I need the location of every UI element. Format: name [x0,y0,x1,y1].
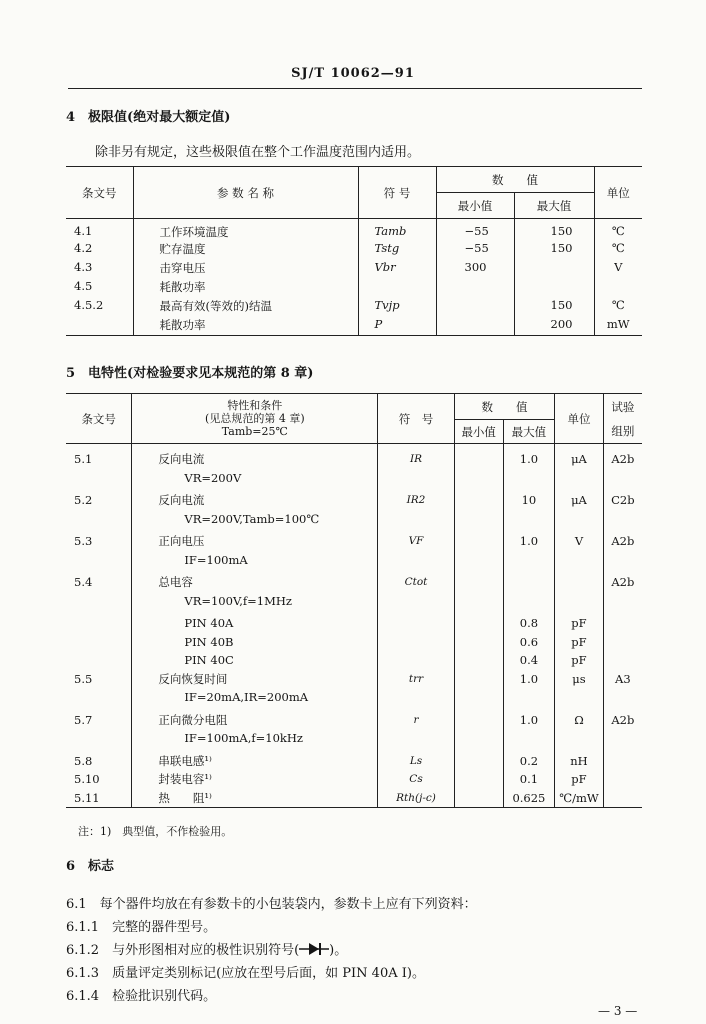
row-min [454,444,503,492]
row-min [436,317,514,336]
th5-min: 最小值 [454,420,503,444]
row-clause: 5.4 [66,573,132,614]
row-clause: 5.5 [66,670,132,711]
row-conditions [132,532,378,573]
row-conditions [132,670,378,711]
row-group: A2b [611,712,635,727]
row-clause: 4.3 [66,260,133,279]
row-group [603,752,642,771]
row-unit: Ω [555,711,603,752]
row-min [454,711,503,752]
row-param: 最高有效(等效的)结温 [133,298,358,317]
row-group [603,633,642,652]
page-header: SJ/T 10062—91 [291,66,415,81]
row-characteristic: 总电容 [158,575,193,589]
electrical-row [66,614,642,633]
row-group [603,789,642,808]
th-unit: 单位 [594,167,642,219]
row-characteristic: 正向微分电阻 [158,712,228,727]
row-symbol: IR2 [378,491,455,532]
row-clause: 5.10 [66,770,132,789]
diode-polarity-icon [299,942,329,956]
row-characteristic: 反向恢复时间 [158,671,228,686]
row-symbol [378,633,455,652]
row-min [454,491,503,532]
row-min [454,789,503,808]
electrical-row [66,651,642,670]
row-symbol: Tstg [358,241,436,260]
th5-cond-line2: (见总规范的第 4 章) [205,412,305,425]
row-min [436,298,514,317]
row-max: 1.0 [503,532,555,573]
row-group: C2b [611,493,635,507]
row-unit: ℃ [611,297,625,312]
limits-table [66,166,642,336]
row-condition: IF=100mA [184,552,248,567]
row-conditions [132,614,378,633]
limits-row [66,317,642,336]
row-clause: 5.3 [66,532,132,573]
row-clause: 5.8 [66,752,132,771]
row-conditions [132,491,378,532]
row-unit [555,573,603,614]
row-min: −55 [436,219,514,241]
row-characteristic: 封装电容¹⁾ [158,772,212,786]
row-param: 耗散功率 [133,279,358,298]
row-condition: VR=100V,f=1MHz [184,593,292,608]
th5-symbol: 符 号 [378,394,455,444]
row-group: A2b [611,452,635,466]
row-characteristic: 热 阻¹⁾ [158,790,212,805]
row-group [603,651,642,670]
row-symbol: VF [378,532,455,573]
row-max: 200 [514,317,594,336]
th-clause: 条文号 [66,167,133,219]
row-group: A2b [611,534,635,548]
row-group: A2b [611,575,635,589]
row-conditions [132,711,378,752]
page-number: — 3 — [598,1004,638,1018]
row-unit: μs [555,670,603,711]
row-clause [66,614,132,633]
row-characteristic: PIN 40B [184,634,234,649]
row-clause: 5.7 [66,711,132,752]
limits-row [66,260,642,279]
row-conditions [132,573,378,614]
section4-intro: 除非另有规定，这些极限值在整个工作温度范围内适用。 [95,145,421,160]
limits-row [66,241,642,260]
row-unit: mW [594,317,642,336]
electrical-row [66,789,642,808]
row-unit: ℃ [611,224,625,238]
row-conditions [132,752,378,771]
row-condition: IF=20mA,IR=200mA [184,690,309,704]
row-clause [66,633,132,652]
row-unit: μA [555,491,603,532]
row-condition: VR=200V [184,470,242,485]
row-unit: pF [555,651,603,670]
row-characteristic: 反向电流 [158,493,205,507]
row-conditions [132,633,378,652]
limits-row [66,298,642,317]
row-min [454,633,503,652]
th5-group-line1: 试验 [611,399,635,414]
row-unit: pF [555,770,603,789]
th5-value: 数 值 [454,394,554,420]
electrical-table [66,393,642,808]
row-max [514,279,594,298]
section6-title: 6 标志 [66,859,115,874]
row-min [454,532,503,573]
row-clause [66,651,132,670]
electrical-row [66,770,642,789]
row-unit: ℃ [611,240,625,255]
row-characteristic: PIN 40A [184,616,234,630]
row-min [436,279,514,298]
row-symbol [378,651,455,670]
row-characteristic: 正向电压 [158,534,205,548]
section4-title: 4 极限值(绝对最大额定值) [66,110,231,125]
section6-item-2: 6.1.1 完整的器件型号。 [66,920,217,935]
row-param: 耗散功率 [133,317,358,336]
th5-group [603,394,642,444]
row-min [454,670,503,711]
electrical-row [66,752,642,771]
th5-cond-line3: Tamb=25℃ [221,425,288,438]
row-max: 1.0 [503,670,555,711]
row-clause: 5.1 [66,444,132,492]
row-min: −55 [436,241,514,260]
row-clause: 4.2 [66,241,133,260]
section6-item-3-tail: )。 [329,943,348,958]
th5-unit: 单位 [555,394,603,444]
row-symbol: Rth(j-c) [378,789,455,808]
row-unit: nH [555,752,603,771]
row-unit: μA [555,444,603,492]
electrical-row [66,711,642,752]
row-unit: V [555,532,603,573]
row-param: 贮存温度 [133,241,358,260]
row-clause [66,317,133,336]
row-unit [594,279,642,298]
row-characteristic: PIN 40C [184,653,234,667]
row-conditions [132,651,378,670]
section6-item-5: 6.1.4 检验批识别代码。 [66,989,217,1004]
row-max: 150 [514,241,594,260]
row-max: 1.0 [503,444,555,492]
row-max: 10 [503,491,555,532]
row-symbol: Ctot [378,573,455,614]
electrical-row [66,633,642,652]
row-group: A3 [615,671,631,686]
row-clause: 5.2 [66,491,132,532]
row-symbol [358,279,436,298]
row-max: 0.6 [503,633,555,652]
row-symbol: Vbr [358,260,436,279]
row-clause: 4.5.2 [66,298,133,317]
row-conditions [132,444,378,492]
row-conditions [132,789,378,808]
row-min [454,770,503,789]
section6-item-1: 6.1 每个器件均放在有参数卡的小包装袋内，参数卡上应有下列资料： [66,897,477,912]
row-unit: ℃/mW [555,789,603,808]
electrical-row [66,670,642,711]
section6-item-3-text: 6.1.2 与外形图相对应的极性识别符号( [66,943,300,958]
row-symbol: r [378,711,455,752]
row-min: 300 [436,260,514,279]
row-unit: pF [555,614,603,633]
row-symbol: P [358,317,436,336]
row-max: 0.625 [503,789,555,808]
section6-item-4: 6.1.3 质量评定类别标记(应放在型号后面，如 PIN 40A I)。 [66,966,425,981]
row-symbol: Cs [378,770,455,789]
row-characteristic: 串联电感¹⁾ [158,753,212,768]
row-max: 150 [514,298,594,317]
row-condition: IF=100mA,f=10kHz [184,731,303,745]
th-max: 最大值 [514,193,594,219]
table-note: 注：1) 典型值，不作检验用。 [78,825,233,838]
th-param: 参 数 名 称 [133,167,358,219]
th5-max: 最大值 [503,420,555,444]
section5-title: 5 电特性(对检验要求见本规范的第 8 章) [66,366,314,381]
row-max [514,260,594,279]
row-unit: pF [555,633,603,652]
th-symbol: 符 号 [358,167,436,219]
row-symbol: Tamb [358,219,436,241]
th5-cond [132,394,378,444]
row-min [454,573,503,614]
row-max: 0.4 [503,651,555,670]
electrical-row [66,532,642,573]
row-symbol: IR [378,444,455,492]
row-clause: 4.1 [66,219,133,241]
row-symbol: Tvjp [358,298,436,317]
row-condition: VR=200V,Tamb=100℃ [184,511,320,526]
th5-cond-line1: 特性和条件 [227,399,283,412]
th5-group-line2: 组别 [611,423,635,438]
th5-clause: 条文号 [66,394,132,444]
row-max: 0.2 [503,752,555,771]
row-param: 击穿电压 [133,260,358,279]
row-clause: 5.11 [66,789,132,808]
row-group [603,770,642,789]
row-conditions [132,770,378,789]
limits-row [66,219,642,241]
row-param: 工作环境温度 [133,219,358,241]
row-clause: 4.5 [66,279,133,298]
row-max: 0.8 [503,614,555,633]
row-symbol: Ls [378,752,455,771]
electrical-row [66,573,642,614]
row-max: 0.1 [503,770,555,789]
row-group [603,614,642,633]
row-unit: V [614,259,623,274]
row-characteristic: 反向电流 [158,452,205,466]
row-min [454,651,503,670]
row-max: 1.0 [503,711,555,752]
row-min [454,752,503,771]
row-symbol: trr [378,670,455,711]
row-symbol [378,614,455,633]
th-min: 最小值 [436,193,514,219]
electrical-row [66,491,642,532]
row-max: 150 [514,219,594,241]
limits-row [66,279,642,298]
row-min [454,614,503,633]
header-rule [68,88,642,89]
section6-item-3 [66,939,347,958]
th-value: 数 值 [436,167,594,193]
electrical-row [66,444,642,492]
row-max [503,573,555,614]
